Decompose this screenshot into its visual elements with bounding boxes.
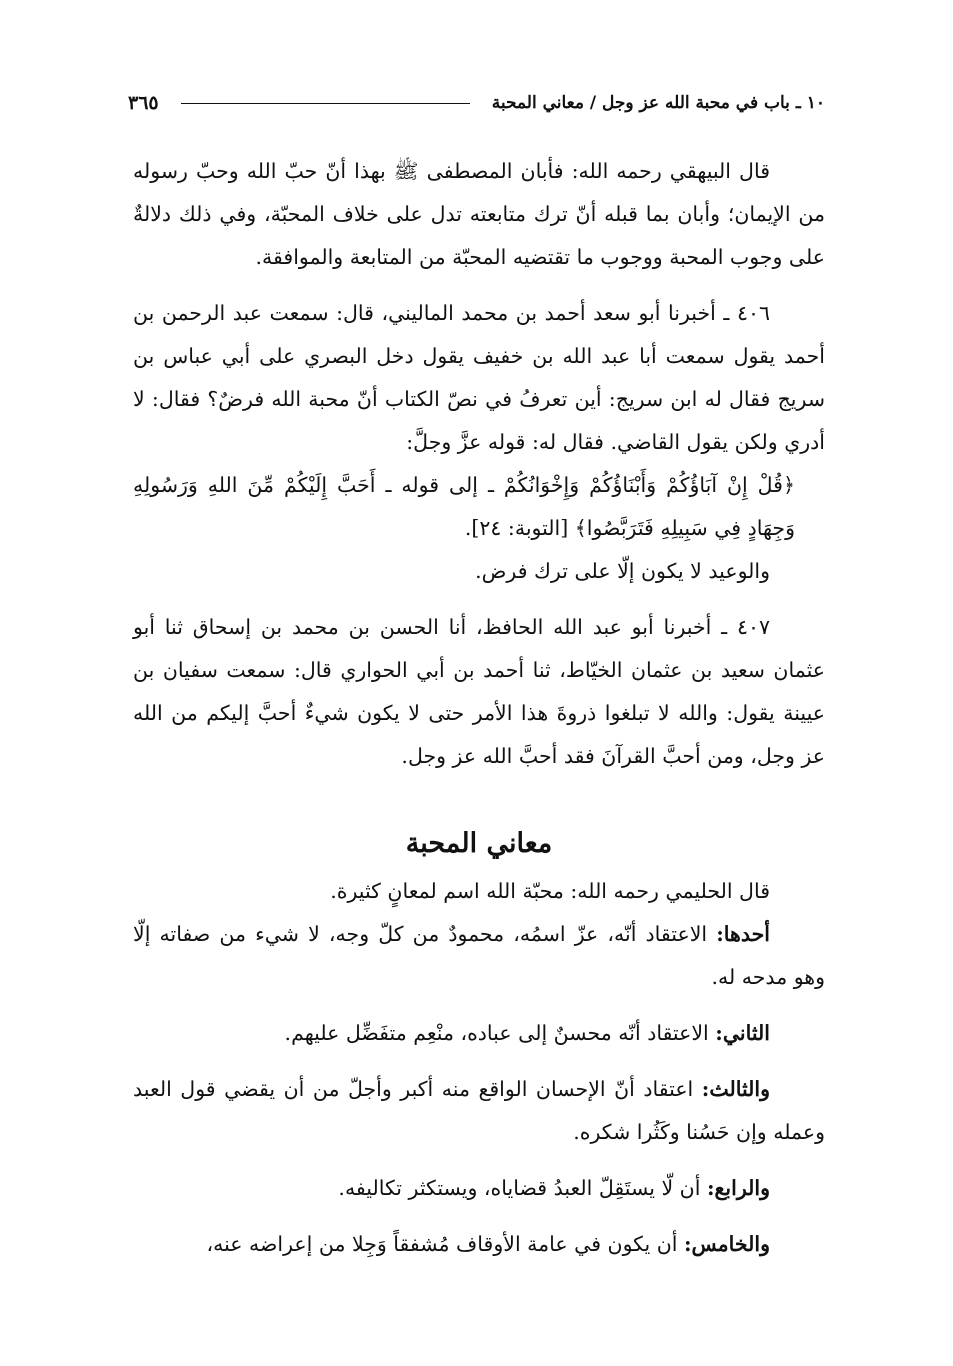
paragraph-waeed: والوعيد لا يكون إلّا على ترك فرض.	[475, 559, 770, 583]
meaning-text: أن يكون في عامة الأوقاف مُشفقاً وَجِلا من إعراضه عنه،	[206, 1232, 684, 1256]
header-rule	[181, 103, 470, 104]
meaning-label: والخامس:	[683, 1232, 770, 1256]
paragraph-bayhaqi: قال البيهقي رحمه الله: فأبان المصطفى ﷺ بهذا أنّ حبّ الله وحبّ رسوله من الإيمان؛ وأبان بما قبله أنّ ترك متابعته تدل على خلاف المحبّة، وفي ذلك دلالةٌ على وجوب المحبة ووجوب ما تقتضيه المحبّة من المتابعة والموافقة.	[133, 159, 825, 269]
meaning-label: والثالث:	[701, 1077, 770, 1101]
section-heading: معاني المحبة	[405, 828, 553, 859]
paragraph-hadith-406: ٤٠٦ ـ أخبرنا أبو سعد أحمد بن محمد الماليني، قال: سمعت عبد الرحمن بن أحمد يقول سمعت أبا عبد الله بن خفيف يقول دخل البصري على أبي عباس بن سريج فقال له ابن سريج: أين تعرفُ في نصّ الكتاب أنّ محبة الله فرضٌ؟ فقال: لا أدري ولكن يقول القاضي. فقال له: قوله عزَّ وجلَّ:	[133, 301, 825, 454]
meaning-item	[133, 1223, 825, 1266]
meaning-item	[133, 1012, 825, 1055]
meaning-item	[133, 913, 825, 999]
page-number: ٣٦٥	[128, 92, 159, 114]
meaning-text: الاعتقاد أنّه محسنٌ إلى عباده، منْعِم متفَضِّل عليهم.	[284, 1021, 716, 1045]
meaning-text: اعتقاد أنّ الإحسان الواقع منه أكبر وأجلّ من أن يقضي قول العبد وعمله وإن حَسُنا وكَثُرا شكره.	[133, 1077, 825, 1144]
paragraph-hadith-407: ٤٠٧ ـ أخبرنا أبو عبد الله الحافظ، أنا الحسن بن محمد بن إسحاق ثنا أبو عثمان سعيد بن عثمان الخيّاط، ثنا أحمد بن أبي الحواري قال: سمعت سفيان بن عيينة يقول: والله لا تبلغوا ذروةَ هذا الأمر حتى لا يكون شيءٌ أحبَّ إليكم من الله عز وجل، ومن أحبَّ القرآنَ فقد أحبَّ الله عز وجل.	[133, 615, 825, 768]
meaning-item	[133, 1167, 825, 1210]
meaning-item	[133, 1068, 825, 1154]
quran-verse: ﴿قُلْ إِنْ آبَاؤُكُمْ وَأَبْنَاؤُكُمْ وَإِخْوَانُكُمْ ـ إلى قوله ـ أَحَبَّ إِلَيْكُمْ مِّنَ اللهِ وَرَسُولِهِ وَجِهَادٍ فِي سَبِيلِهِ فَتَرَبَّصُوا﴾ [التوبة: ٢٤].	[133, 473, 795, 540]
meaning-text: أن لّا يستَقِلّ العبدُ قضاياه، ويستكثر تكاليفه.	[338, 1176, 707, 1200]
section-intro: قال الحليمي رحمه الله: محبّة الله اسم لمعانٍ كثيرة.	[330, 879, 770, 903]
page-body	[133, 150, 825, 1266]
meaning-label: الثاني:	[715, 1021, 770, 1045]
meaning-text: الاعتقاد أنّه، عزّ اسمُه، محمودٌ من كلّ وجه، لا شيء من صفاته إلّا وهو مدحه له.	[133, 922, 825, 989]
running-header	[128, 88, 825, 118]
meaning-label: والرابع:	[706, 1176, 770, 1200]
chapter-title: ١٠ ـ باب في محبة الله عز وجل / معاني المحبة	[491, 93, 825, 113]
meaning-label: أحدها:	[716, 922, 770, 946]
